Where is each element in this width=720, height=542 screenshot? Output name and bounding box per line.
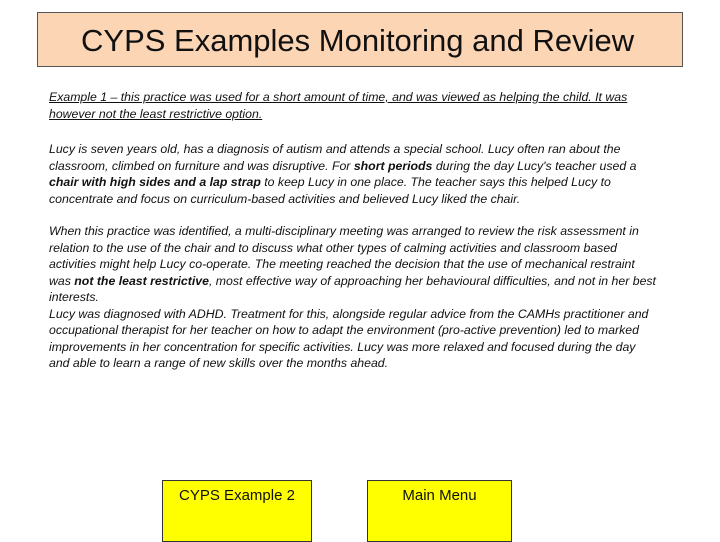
text-segment: When this practice was identified, a multi-disciplinary meeting was arranged to review the risk assessment in	[49, 224, 639, 238]
text-segment: improvements in her concentration for specific activities. Lucy was more relaxed and focused during the day	[49, 339, 636, 354]
text-line	[49, 106, 699, 123]
text-segment: relation to the use of the chair and to discuss what other types of calming activities and classroom based	[49, 240, 618, 255]
text-segment: Example 1 – this practice was used for a short amount of time, and was viewed as helping the child. It was	[49, 90, 628, 104]
page-title: CYPS Examples Monitoring and Review	[81, 23, 635, 58]
review-paragraph	[49, 223, 699, 306]
text-line	[49, 322, 699, 339]
text-line	[49, 339, 699, 356]
cyps-example-2-button[interactable]: CYPS Example 2	[162, 480, 312, 542]
text-segment: concentrate and focus on curriculum-based activities and believed Lucy liked the chair.	[49, 191, 521, 206]
outcome-paragraph	[49, 306, 699, 372]
emphasized-text: chair with high sides and a lap strap	[49, 175, 261, 189]
text-line	[49, 174, 699, 191]
text-segment: during the day Lucy's teacher used a	[432, 158, 637, 173]
text-line	[49, 240, 699, 257]
text-line	[49, 289, 699, 306]
text-segment: Lucy was diagnosed with ADHD. Treatment for this, alongside regular advice from the CAMHs practitioner and	[49, 306, 649, 321]
text-segment: was	[49, 273, 75, 288]
emphasized-text: short periods	[353, 158, 433, 173]
example-content	[49, 89, 699, 372]
text-segment: to keep Lucy in one place. The teacher says this helped Lucy to	[260, 175, 611, 189]
text-line	[49, 158, 699, 175]
example-heading	[49, 89, 699, 122]
text-segment: classroom, climbed on furniture and was disruptive. For	[49, 158, 354, 173]
text-line	[49, 89, 699, 106]
text-line	[49, 355, 699, 372]
text-line	[49, 223, 699, 240]
text-segment: interests.	[49, 290, 99, 304]
text-segment: , most effective way of approaching her behavioural difficulties, and not in her best	[208, 273, 656, 288]
text-line	[49, 306, 699, 323]
text-line	[49, 256, 699, 273]
emphasized-text: not the least restrictive	[74, 273, 209, 288]
text-segment: occupational therapist for her teacher on how to adapt the environment (pro-active prevention) led to marked	[49, 323, 639, 337]
text-line	[49, 273, 699, 290]
text-line	[49, 191, 699, 208]
case-description	[49, 141, 699, 207]
text-segment: Lucy is seven years old, has a diagnosis of autism and attends a special school. Lucy often ran about the	[49, 142, 621, 156]
text-line	[49, 141, 699, 158]
title-banner	[37, 12, 683, 67]
text-segment: and able to learn a range of new skills over the months ahead.	[49, 356, 389, 370]
text-segment: however not the least restrictive option.	[49, 106, 263, 121]
main-menu-button[interactable]: Main Menu	[367, 480, 512, 542]
text-segment: activities might help Lucy co-operate. The meeting reached the decision that the use of mechanical restraint	[49, 257, 635, 271]
